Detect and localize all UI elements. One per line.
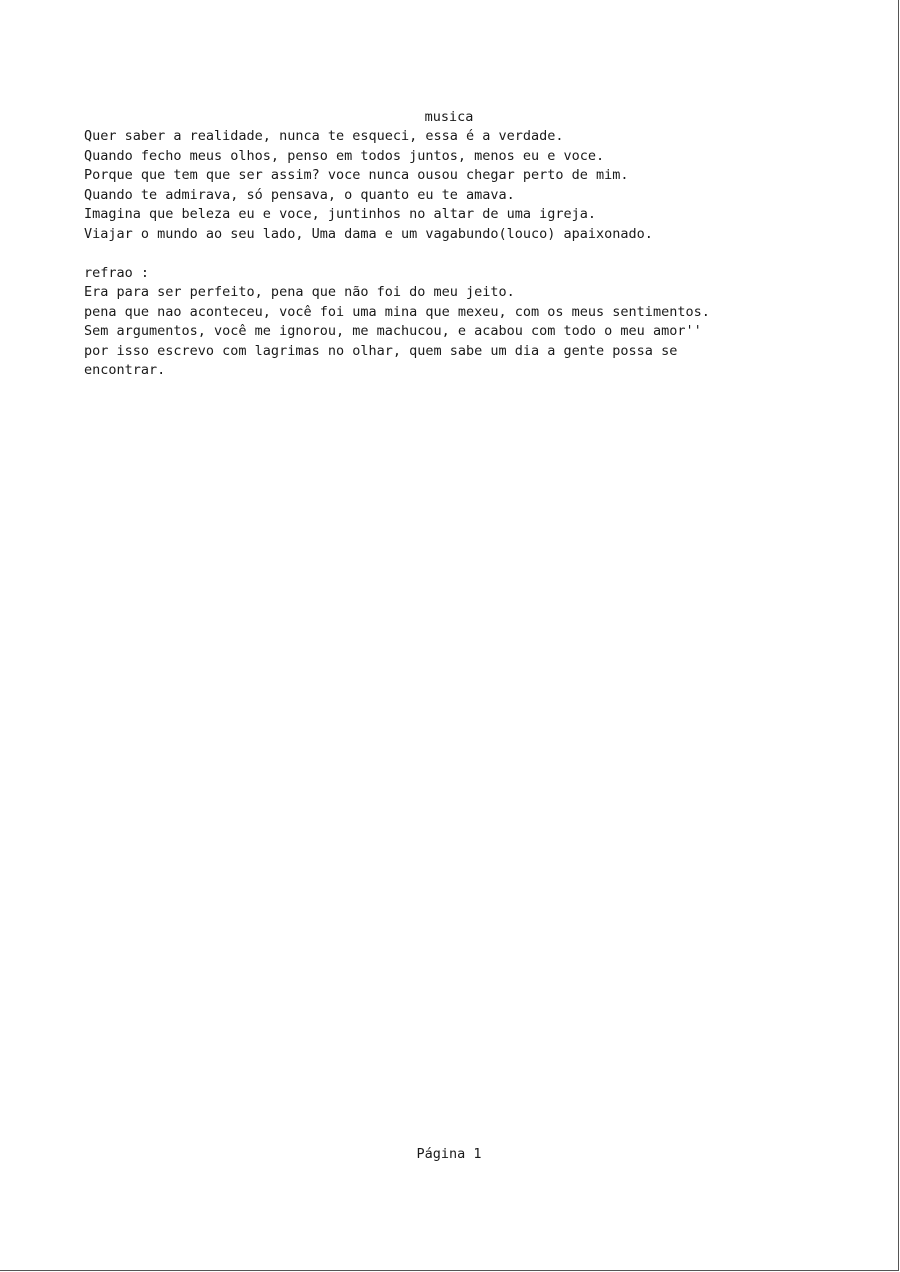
- document-body: [84, 127, 844, 381]
- verse-line: Quer saber a realidade, nunca te esqueci, essa é a verdade.: [84, 128, 564, 144]
- page-number: Página 1: [416, 1146, 482, 1162]
- document-title: musica: [424, 109, 474, 125]
- chorus-line: por isso escrevo com lagrimas no olhar, quem sabe um dia a gente possa se: [84, 342, 678, 359]
- verse-line: Quando fecho meus olhos, penso em todos juntos, menos eu e voce.: [84, 147, 605, 164]
- chorus-line: Sem argumentos, você me ignorou, me machucou, e acabou com todo o meu amor'': [84, 323, 702, 339]
- chorus-line: pena que nao aconteceu, você foi uma mina que mexeu, com os meus sentimentos.: [84, 303, 710, 320]
- chorus-line: Era para ser perfeito, pena que não foi do meu jeito.: [84, 284, 515, 300]
- verse-line: Porque que tem que ser assim? voce nunca ousou chegar perto de mim.: [84, 167, 629, 183]
- verse-line: Imagina que beleza eu e voce, juntinhos no altar de uma igreja.: [84, 206, 597, 222]
- blank-line: [84, 244, 844, 264]
- verse-line: Viajar o mundo ao seu lado, Uma dama e um vagabundo(louco) apaixonado.: [84, 225, 653, 242]
- chorus-label: refrao :: [84, 264, 150, 281]
- chorus-line: encontrar.: [84, 362, 166, 378]
- verse-line: Quando te admirava, só pensava, o quanto eu te amava.: [84, 186, 515, 203]
